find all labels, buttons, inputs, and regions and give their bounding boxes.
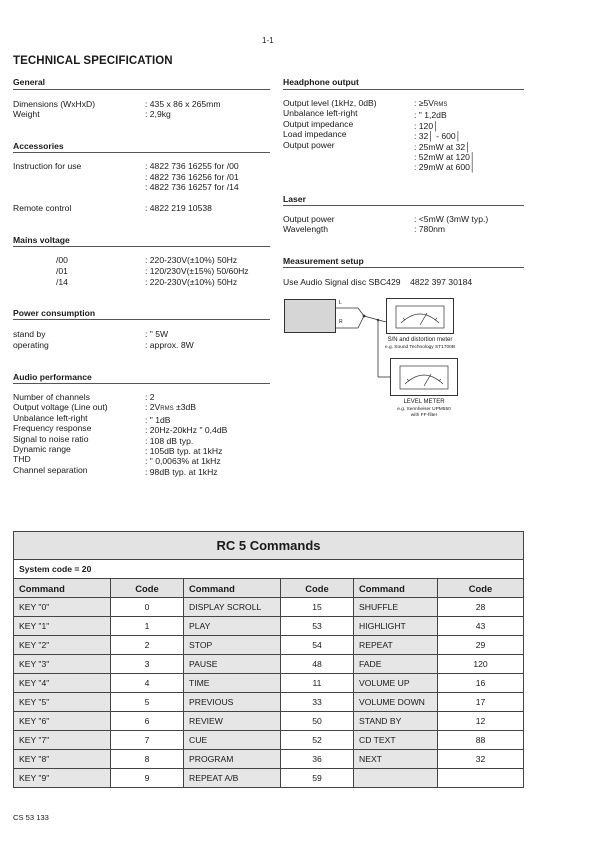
column-header: Code bbox=[438, 579, 524, 598]
code-cell: 1 bbox=[111, 617, 184, 636]
spec-value: : 220-230V(±10%) 50Hz bbox=[145, 277, 238, 287]
headphone-values bbox=[414, 98, 475, 173]
command-cell: KEY "1" bbox=[14, 617, 111, 636]
code-cell: 53 bbox=[281, 617, 354, 636]
sn-distortion-meter bbox=[386, 298, 454, 334]
code-cell: 7 bbox=[111, 731, 184, 750]
code-cell: 4 bbox=[111, 674, 184, 693]
mains-heading: Mains voltage bbox=[13, 235, 70, 245]
table-header-row bbox=[14, 579, 524, 598]
column-header: Command bbox=[184, 579, 281, 598]
headphone-heading: Headphone output bbox=[283, 77, 359, 87]
audio-rule bbox=[13, 383, 270, 384]
command-cell: PREVIOUS bbox=[184, 693, 281, 712]
audio-labels bbox=[13, 392, 108, 475]
code-cell: 3 bbox=[111, 655, 184, 674]
command-cell bbox=[354, 769, 438, 788]
meter2-title: LEVEL METER bbox=[403, 399, 445, 405]
spec-label: /00 bbox=[56, 255, 68, 265]
value-main: : ≥5V bbox=[414, 98, 435, 108]
command-cell: DISPLAY SCROLL bbox=[184, 598, 281, 617]
spec-label: /14 bbox=[56, 277, 68, 287]
spec-value: : 20Hz-20kHz " 0,4dB bbox=[145, 425, 228, 436]
accessories-heading: Accessories bbox=[13, 141, 64, 151]
rc5-commands-table bbox=[13, 531, 524, 788]
command-cell: PAUSE bbox=[184, 655, 281, 674]
system-code: System code = 20 bbox=[14, 560, 524, 579]
spec-label: Output voltage (Line out) bbox=[13, 402, 108, 413]
code-cell: 2 bbox=[111, 636, 184, 655]
measurement-heading: Measurement setup bbox=[283, 256, 364, 266]
spec-value: : 780nm bbox=[414, 224, 446, 234]
table-row bbox=[14, 712, 524, 731]
spec-label: Signal to noise ratio bbox=[13, 433, 89, 444]
spec-label: Instruction for use bbox=[13, 161, 82, 171]
spec-value: : 98dB typ. at 1kHz bbox=[145, 466, 218, 477]
general-rule bbox=[13, 89, 270, 90]
spec-value: : 32│ - 600│ bbox=[414, 131, 462, 142]
column-header: Command bbox=[354, 579, 438, 598]
spec-label: Output level (1kHz, 0dB) bbox=[283, 98, 377, 108]
column-header: Code bbox=[281, 579, 354, 598]
code-cell: 12 bbox=[438, 712, 524, 731]
label-left-channel: L bbox=[339, 300, 342, 306]
meter1-subtitle: e.g. Sound Technology ST1700B bbox=[384, 345, 456, 350]
spec-label: operating bbox=[13, 340, 49, 350]
code-cell: 52 bbox=[281, 731, 354, 750]
value-subscript: RMS bbox=[160, 406, 174, 413]
command-cell: STAND BY bbox=[354, 712, 438, 731]
label-right-channel: R bbox=[339, 319, 343, 325]
spec-value: : 29mW at 600│ bbox=[414, 162, 476, 173]
command-cell: KEY "5" bbox=[14, 693, 111, 712]
code-cell: 29 bbox=[438, 636, 524, 655]
spec-value: : 108 dB typ. bbox=[145, 435, 194, 446]
spec-value: : 4822 736 16257 for /14 bbox=[145, 182, 239, 192]
spec-label: Number of channels bbox=[13, 392, 90, 402]
spec-label: Output impedance bbox=[283, 118, 354, 129]
table-row bbox=[14, 693, 524, 712]
measurement-text: Use Audio Signal disc SBC429 4822 397 30184 bbox=[283, 277, 473, 287]
spec-value: : 4822 219 10538 bbox=[145, 203, 212, 213]
spec-label: Remote control bbox=[13, 203, 72, 213]
spec-value: : " 1dB bbox=[145, 414, 171, 425]
document-code: CS 53 133 bbox=[13, 813, 49, 822]
spec-label: Unbalance left-right bbox=[283, 108, 358, 119]
code-cell: 59 bbox=[281, 769, 354, 788]
spec-label: Output power bbox=[283, 139, 335, 150]
command-cell: KEY "6" bbox=[14, 712, 111, 731]
command-cell: HIGHLIGHT bbox=[354, 617, 438, 636]
spec-label: /01 bbox=[56, 266, 68, 276]
code-cell: 9 bbox=[111, 769, 184, 788]
meter2-subtitle: e.g. Sennheiser UPM550 bbox=[397, 407, 451, 412]
value-subscript: RMS bbox=[434, 102, 448, 108]
spec-label: Unbalance left-right bbox=[13, 412, 88, 423]
code-cell: 0 bbox=[111, 598, 184, 617]
spec-label: Dimensions (WxHxD) bbox=[13, 99, 96, 109]
headphone-labels bbox=[283, 98, 377, 150]
code-cell: 32 bbox=[438, 750, 524, 769]
table-row bbox=[14, 617, 524, 636]
column-header: Command bbox=[14, 579, 111, 598]
rc5-title: RC 5 Commands bbox=[14, 532, 524, 560]
command-cell: KEY "0" bbox=[14, 598, 111, 617]
command-cell: KEY "8" bbox=[14, 750, 111, 769]
spec-value bbox=[145, 402, 227, 414]
audio-values bbox=[145, 392, 227, 477]
meter2-subtitle-2: with FF-filter bbox=[410, 413, 438, 418]
code-cell bbox=[438, 769, 524, 788]
command-cell: KEY "3" bbox=[14, 655, 111, 674]
code-cell: 28 bbox=[438, 598, 524, 617]
command-cell: VOLUME UP bbox=[354, 674, 438, 693]
spec-label: THD bbox=[13, 454, 31, 465]
page-number: 1-1 bbox=[262, 36, 274, 45]
spec-value: : 105dB typ. at 1kHz bbox=[145, 446, 223, 457]
code-cell: 11 bbox=[281, 674, 354, 693]
spec-value: : 120│ bbox=[414, 120, 439, 131]
meter-dial-icon bbox=[387, 299, 453, 333]
laser-heading: Laser bbox=[283, 194, 306, 204]
command-cell: REPEAT bbox=[354, 636, 438, 655]
spec-value: : 2,9kg bbox=[145, 109, 171, 119]
spec-label: Wavelength bbox=[283, 224, 329, 234]
power-heading: Power consumption bbox=[13, 308, 96, 318]
code-cell: 54 bbox=[281, 636, 354, 655]
code-cell: 43 bbox=[438, 617, 524, 636]
mains-rule bbox=[13, 246, 270, 247]
command-cell: KEY "4" bbox=[14, 674, 111, 693]
code-cell: 36 bbox=[281, 750, 354, 769]
spec-value: : <5mW (3mW typ.) bbox=[414, 214, 489, 224]
spec-label: Frequency response bbox=[13, 423, 92, 434]
command-cell: SHUFFLE bbox=[354, 598, 438, 617]
table-row bbox=[14, 598, 524, 617]
table-row bbox=[14, 636, 524, 655]
spec-value: : " 5W bbox=[145, 329, 169, 339]
spec-value: : 120/230V(±15%) 50/60Hz bbox=[145, 266, 249, 276]
command-cell: PROGRAM bbox=[184, 750, 281, 769]
power-rule bbox=[13, 319, 270, 320]
spec-value bbox=[414, 98, 475, 110]
audio-heading: Audio performance bbox=[13, 372, 92, 382]
spec-value: : 25mW at 32│ bbox=[414, 141, 471, 152]
cd-player-box bbox=[284, 299, 336, 333]
spec-value: : 4822 736 16255 for /00 bbox=[145, 161, 239, 171]
command-cell: PLAY bbox=[184, 617, 281, 636]
table-row bbox=[14, 674, 524, 693]
meter1-title: S/N and distortion meter bbox=[387, 337, 453, 343]
code-cell: 17 bbox=[438, 693, 524, 712]
spec-value: : 2 bbox=[145, 392, 155, 402]
table-row bbox=[14, 769, 524, 788]
command-cell: FADE bbox=[354, 655, 438, 674]
table-row bbox=[14, 750, 524, 769]
code-cell: 8 bbox=[111, 750, 184, 769]
code-cell: 48 bbox=[281, 655, 354, 674]
spec-value: : 220-230V(±10%) 50Hz bbox=[145, 255, 238, 265]
page-title: TECHNICAL SPECIFICATION bbox=[13, 55, 173, 67]
command-cell: KEY "2" bbox=[14, 636, 111, 655]
headphone-rule bbox=[283, 89, 524, 90]
table-row bbox=[14, 731, 524, 750]
command-cell: NEXT bbox=[354, 750, 438, 769]
accessories-rule bbox=[13, 152, 270, 153]
command-cell: KEY "7" bbox=[14, 731, 111, 750]
laser-rule bbox=[283, 205, 524, 206]
command-cell: REVIEW bbox=[184, 712, 281, 731]
code-cell: 88 bbox=[438, 731, 524, 750]
general-heading: General bbox=[13, 77, 46, 87]
code-cell: 33 bbox=[281, 693, 354, 712]
table-row bbox=[14, 655, 524, 674]
code-cell: 5 bbox=[111, 693, 184, 712]
measurement-rule bbox=[283, 267, 524, 268]
column-header: Code bbox=[111, 579, 184, 598]
spec-label: Load impedance bbox=[283, 129, 347, 140]
spec-value: : approx. 8W bbox=[145, 340, 194, 350]
level-meter bbox=[390, 358, 458, 396]
spec-value: : " 0,0063% at 1kHz bbox=[145, 456, 221, 467]
spec-value: : " 1,2dB bbox=[414, 110, 447, 121]
spec-value: : 52mW at 120│ bbox=[414, 152, 476, 163]
spec-label: Output power bbox=[283, 214, 335, 224]
meter-dial-icon bbox=[391, 359, 457, 395]
spec-label: Channel separation bbox=[13, 464, 88, 475]
code-cell: 16 bbox=[438, 674, 524, 693]
command-cell: REPEAT A/B bbox=[184, 769, 281, 788]
spec-label: stand by bbox=[13, 329, 46, 339]
code-cell: 120 bbox=[438, 655, 524, 674]
command-cell: KEY "9" bbox=[14, 769, 111, 788]
code-cell: 50 bbox=[281, 712, 354, 731]
command-cell: CD TEXT bbox=[354, 731, 438, 750]
code-cell: 6 bbox=[111, 712, 184, 731]
command-cell: STOP bbox=[184, 636, 281, 655]
code-cell: 15 bbox=[281, 598, 354, 617]
command-cell: CUE bbox=[184, 731, 281, 750]
command-cell: TIME bbox=[184, 674, 281, 693]
spec-label: Dynamic range bbox=[13, 444, 71, 455]
command-cell: VOLUME DOWN bbox=[354, 693, 438, 712]
spec-label: Weight bbox=[13, 109, 40, 119]
spec-value: : 435 x 86 x 265mm bbox=[145, 99, 221, 109]
value-main: : 2V bbox=[145, 402, 161, 413]
spec-value: : 4822 736 16256 for /01 bbox=[145, 172, 239, 182]
value-suffix: ±3dB bbox=[173, 402, 197, 413]
